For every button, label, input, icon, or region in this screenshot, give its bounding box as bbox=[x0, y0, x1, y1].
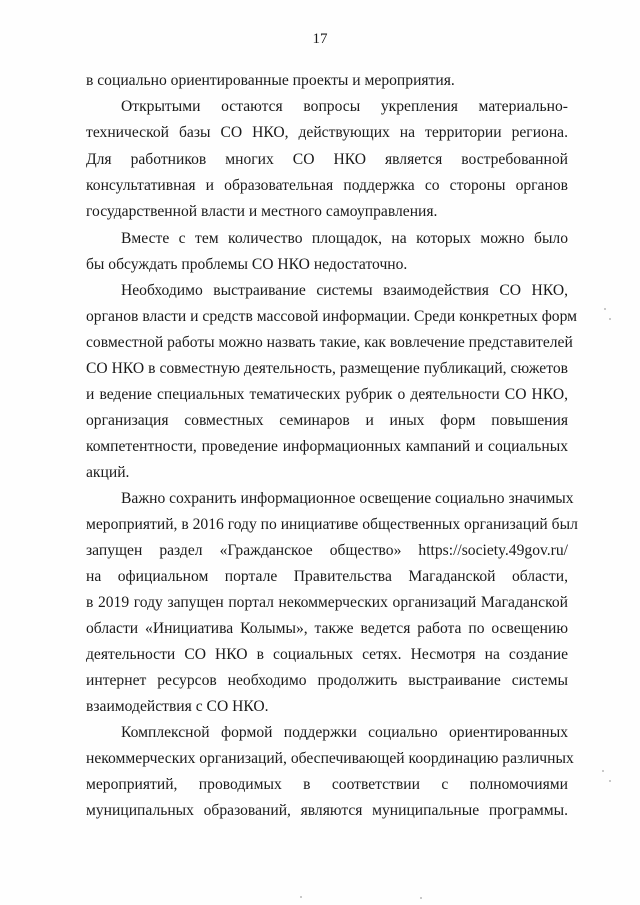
text-line: взаимодействия с СО НКО. bbox=[86, 698, 269, 715]
text-line: акций. bbox=[86, 464, 130, 481]
scan-speck bbox=[604, 308, 606, 310]
text-line: Для работников многих СО НКО является востребованной bbox=[86, 151, 568, 168]
page-number: 17 bbox=[312, 31, 328, 47]
text-line: в социально ориентированные проекты и мероприятия. bbox=[86, 72, 455, 89]
text-line: Необходимо выстраивание системы взаимодействия СО НКО, bbox=[121, 282, 568, 299]
text-line: некоммерческих организаций, обеспечивающей координацию различных bbox=[86, 750, 574, 767]
text-line: компетентности, проведение информационных кампаний и социальных bbox=[86, 438, 568, 455]
text-line: области «Инициатива Колымы», также ведется работа по освещению bbox=[86, 620, 568, 637]
scan-speck bbox=[420, 897, 422, 899]
scan-speck bbox=[300, 896, 302, 898]
text-line: Важно сохранить информационное освещение социально значимых bbox=[121, 490, 574, 507]
text-line: государственной власти и местного самоуправления. bbox=[86, 203, 438, 220]
text-line: и ведение специальных тематических рубрик о деятельности СО НКО, bbox=[86, 386, 568, 403]
text-line: муниципальных образований, являются муниципальные программы. bbox=[86, 802, 568, 819]
text-line: мероприятий, в 2016 году по инициативе общественных организаций был bbox=[86, 516, 578, 533]
text-line: на официальном портале Правительства Магаданской области, bbox=[86, 568, 568, 585]
text-line: мероприятий, проводимых в соответствии с полномочиями bbox=[86, 776, 568, 793]
text-line: органов власти и средств массовой информации. Среди конкретных форм bbox=[86, 308, 578, 325]
text-line: Комплексной формой поддержки социально ориентированных bbox=[121, 724, 568, 741]
text-line: в 2019 году запущен портал некоммерческих организаций Магаданской bbox=[86, 594, 568, 611]
text-line: совместной работы можно назвать такие, как вовлечение представителей bbox=[86, 334, 573, 351]
text-line: Вместе с тем количество площадок, на которых можно было bbox=[121, 230, 568, 247]
text-line: технической базы СО НКО, действующих на территории региона. bbox=[86, 124, 568, 141]
scan-speck bbox=[609, 780, 611, 782]
text-line: деятельности СО НКО в социальных сетях. Несмотря на создание bbox=[86, 646, 568, 663]
scan-speck bbox=[602, 770, 604, 772]
text-line: интернет ресурсов необходимо продолжить выстраивание системы bbox=[86, 672, 568, 689]
text-line: консультативная и образовательная поддержка со стороны органов bbox=[86, 177, 568, 194]
text-line: бы обсуждать проблемы СО НКО недостаточно. bbox=[86, 256, 408, 273]
text-line: Открытыми остаются вопросы укрепления материально- bbox=[121, 98, 568, 115]
text-line: СО НКО в совместную деятельность, размещение публикаций, сюжетов bbox=[86, 360, 568, 377]
text-line: организация совместных семинаров и иных форм повышения bbox=[86, 412, 568, 429]
text-line: запущен раздел «Гражданское общество» https://society.49gov.ru/ bbox=[86, 542, 568, 559]
scan-speck bbox=[609, 318, 611, 320]
